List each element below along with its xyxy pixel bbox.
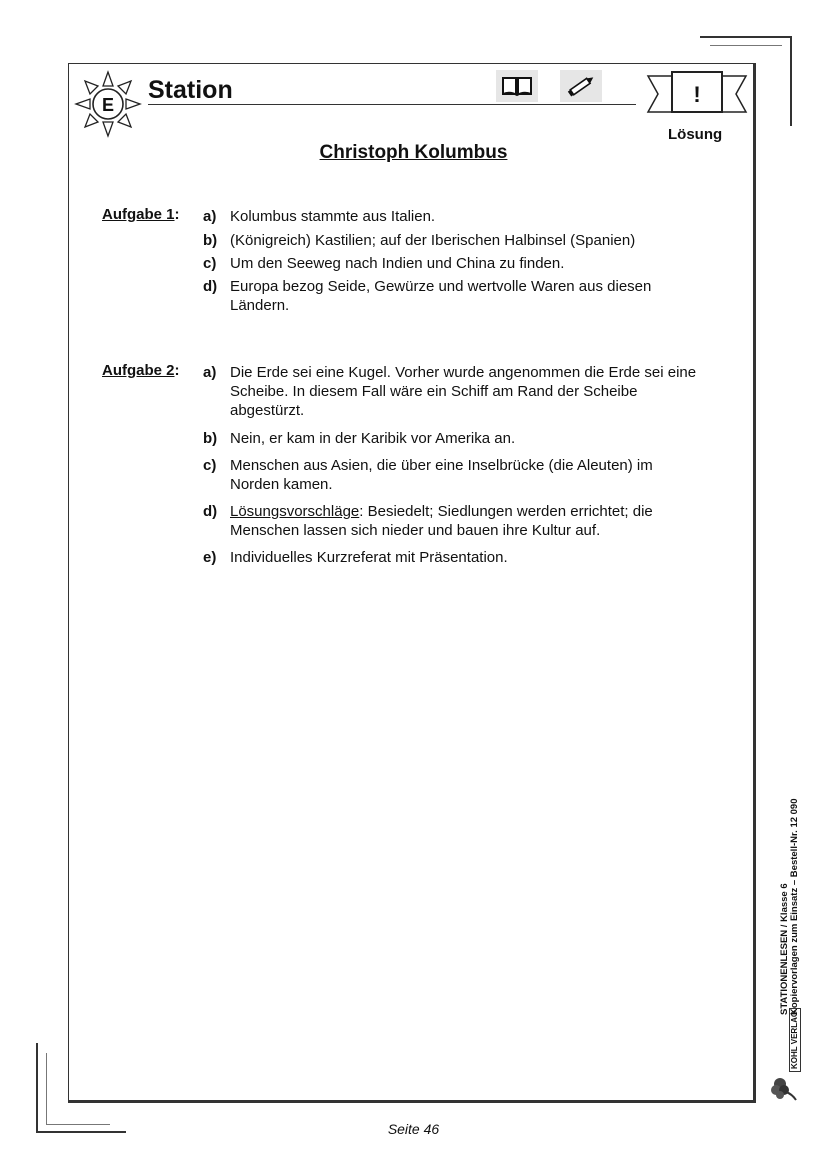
- book-icon: [501, 74, 533, 98]
- task-2-answer-b: b) Nein, er kam in der Karibik vor Amerika an.: [203, 430, 516, 447]
- task-1-answer-a: a) Kolumbus stammte aus Italien.: [203, 208, 436, 225]
- corner-line-top-v: [790, 36, 792, 126]
- task-1-answer-d: d) Europa bezog Seide, Gewürze und wertvolle Waren aus diesen Ländern.: [203, 278, 652, 314]
- solution-mark: !: [693, 82, 701, 107]
- badge-letter: E: [101, 95, 115, 115]
- page-title-text: Christoph Kolumbus: [319, 142, 508, 163]
- solution-label: Lösung: [668, 126, 723, 143]
- corner-line-top-h2: [710, 45, 782, 46]
- task-1-label: Aufgabe 1:: [102, 206, 180, 223]
- task-2-label: Aufgabe 2:: [102, 362, 180, 379]
- task-2-label-text: Aufgabe 2: [102, 362, 175, 379]
- station-title: Station: [148, 76, 233, 104]
- pencil-icon: [565, 73, 597, 99]
- task-1-answer-c: c) Um den Seeweg nach Indien und China zu finden.: [203, 255, 565, 272]
- task-2-answer-d: d) Lösungsvorschläge: Besiedelt; Siedlungen werden errichtet; die Menschen lassen sich nieder und bauen ihre Kultur auf.: [203, 503, 653, 539]
- sidebar-series: STATIONENLESEN / Klasse 6: [779, 883, 790, 1015]
- sun-badge-icon: [74, 70, 142, 138]
- publisher-logo-text: KOHL VERLAG: [789, 1008, 801, 1072]
- task-2-answer-e: e) Individuelles Kurzreferat mit Präsentation.: [203, 549, 508, 566]
- task-2-answer-c: c) Menschen aus Asien, die über eine Inselbrücke (die Aleuten) im Norden kamen.: [203, 457, 653, 493]
- sidebar-subtitle: Kopiervorlagen zum Einsatz – Bestell-Nr. 12 090: [789, 798, 800, 1015]
- corner-line-bottom-v2: [46, 1053, 47, 1125]
- suggestions-label: Lösungsvorschläge: [230, 503, 360, 520]
- writing-icon-box: [560, 70, 602, 102]
- reading-icon-box: [496, 70, 538, 102]
- solution-banner: [646, 70, 748, 118]
- task-1-label-text: Aufgabe 1: [102, 206, 175, 223]
- task-2-answer-a: a) Die Erde sei eine Kugel. Vorher wurde angenommen die Erde sei eine Scheibe. In diesem Fall wäre ein Schiff am Rand der Scheibe abgestürzt.: [203, 364, 697, 419]
- task-1-answer-b: b) (Königreich) Kastilien; auf der Iberischen Halbinsel (Spanien): [203, 232, 636, 249]
- corner-line-bottom-v: [36, 1043, 38, 1133]
- publisher-tree-icon: [768, 1070, 802, 1104]
- corner-line-top-h: [700, 36, 792, 38]
- page-number: Seite 46: [387, 1121, 440, 1137]
- page-title: [0, 142, 827, 164]
- header-rule: [148, 104, 636, 105]
